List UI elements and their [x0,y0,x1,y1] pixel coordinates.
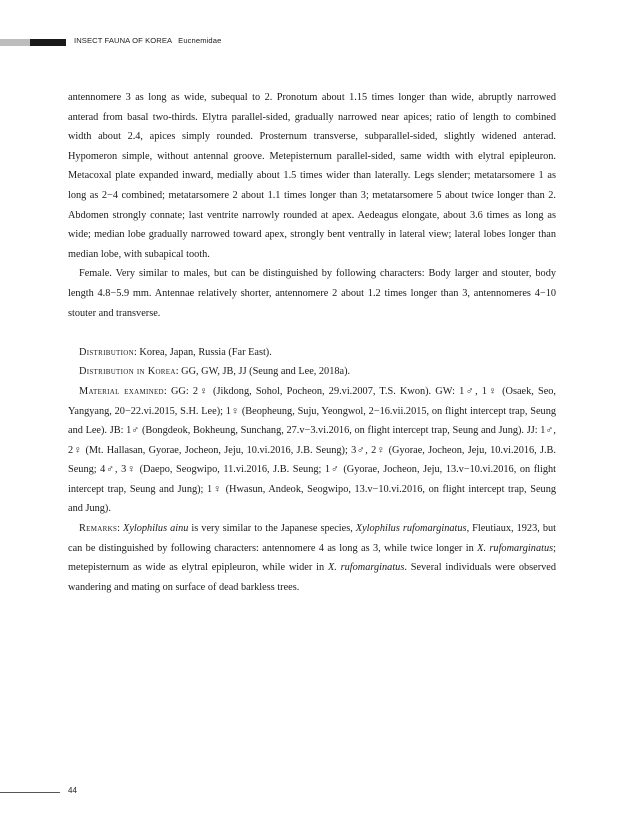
running-header [74,36,221,45]
section-title: Eucnemidae [178,36,222,45]
distribution-korea-text: : GG, GW, JB, JJ (Seung and Lee, 2018a). [175,366,351,378]
distribution-paragraph [68,343,556,363]
series-title: INSECT FAUNA OF KOREA [74,36,173,45]
species-name: Xylophilus rufomarginatus [355,523,467,535]
distribution-text: : Korea, Japan, Russia (Far East). [133,346,272,358]
distribution-korea-label: Distribution in Korea [79,366,176,378]
remarks-text-4: ; metepisternum as wide as elytral epipleuron, while wider in [68,542,556,574]
remarks-text-2: is very similar to the Japanese species, [188,523,356,535]
material-paragraph [68,382,556,519]
remarks-paragraph [68,519,556,597]
remarks-text-1: : [117,523,124,535]
material-label: Material examined [79,385,164,397]
paragraph-gap [68,323,556,343]
remarks-text-3: , Fleutiaux, 1923, but can be distinguished by following characters: antennomere 4 as long as 3, while twice longer in [68,523,556,554]
species-name: Xylophilus ainu [123,523,189,535]
description-paragraph: antennomere 3 as long as wide, subequal to 2. Pronotum about 1.15 times longer than wide, abruptly narrowed anterad from basal two-thirds. Elytra parallel-sided, gradually narrowed near apices; ratio of length to combined width about 2.4, apices simply rounded. Prosternum transverse, subparallel-sided, slightly widened anterad. Hypomeron simple, without antennal groove. Metepisternum parallel-sided, same width with elytral epipleuron. Metacoxal plate expanded inward, medially about 1.5 times wider than laterally. Legs slender; metatarsomere 1 as long as 2−4 combined; metatarsomere 2 about 1.1 times longer than 3; metatarsomere 5 about twice longer than 2. Abdomen strongly connate; last ventrite narrowly rounded at apex. Aedeagus elongate, about 3.6 times as long as wide; median lobe gradually narrowed toward apex, strongly bent ventrally in lateral view; lateral lobes longer than median lobe, with subapical tooth. [68,92,556,260]
page-content [68,88,556,597]
header-gray-bar [0,39,30,46]
footer-rule [0,792,60,793]
page-number: 44 [68,786,77,795]
remarks-text-5: . Several individuals were observed wandering and mating on surface of dead barkless trees. [68,562,556,593]
female-paragraph: Female. Very similar to males, but can be distinguished by following characters: Body larger and stouter, body length 4.8−5.9 mm. Antennae relatively shorter, antennomere 2 about 1.2 times longer than 3, antennomeres 4−10 stouter and transverse. [68,268,556,319]
species-name: X. rufomarginatus [327,562,405,574]
material-text: : GG: 2♀ (Jikdong, Sohol, Pocheon, 29.vi.2007, T.S. Kwon). GW: 1♂, 1♀ (Osaek, Seo, Yangyang, 20−22.vi.2015, S.H. Lee); 1♀ (Beopheung, Suju, Yeongwol, 2−16.vii.2015, on flight intercept trap, Seung and Lee). JB: 1♂ (Bongdeok, Bokheung, Sunchang, 27.v−3.vi.2016, on flight intercept trap, Seung and Jung). JJ: 1♂, 2♀ (Mt. Hallasan, Gyorae, Jocheon, Jeju, 10.vi.2016, J.B. Seung); 3♂, 2♀ (Gyorae, Jocheon, Jeju, 10.vi.2016, J.B. Seung; 4♂, 3♀ (Daepo, Seogwipo, 11.vi.2016, J.B. Seung; 1♂ (Gyorae, Jocheon, Jeju, 13.v−10.vi.2016, on flight intercept trap, Seung and Jung); 1♀ (Hwasun, Andeok, Seogwipo, 13.v−10.vi.2016, on flight intercept trap, Seung and Jung). [68,385,556,515]
distribution-korea-paragraph [68,362,556,382]
species-name: X. rufomarginatus [477,542,554,554]
header-black-bar [30,39,66,46]
distribution-label: Distribution [79,346,134,358]
remarks-label: Remarks [79,523,118,535]
